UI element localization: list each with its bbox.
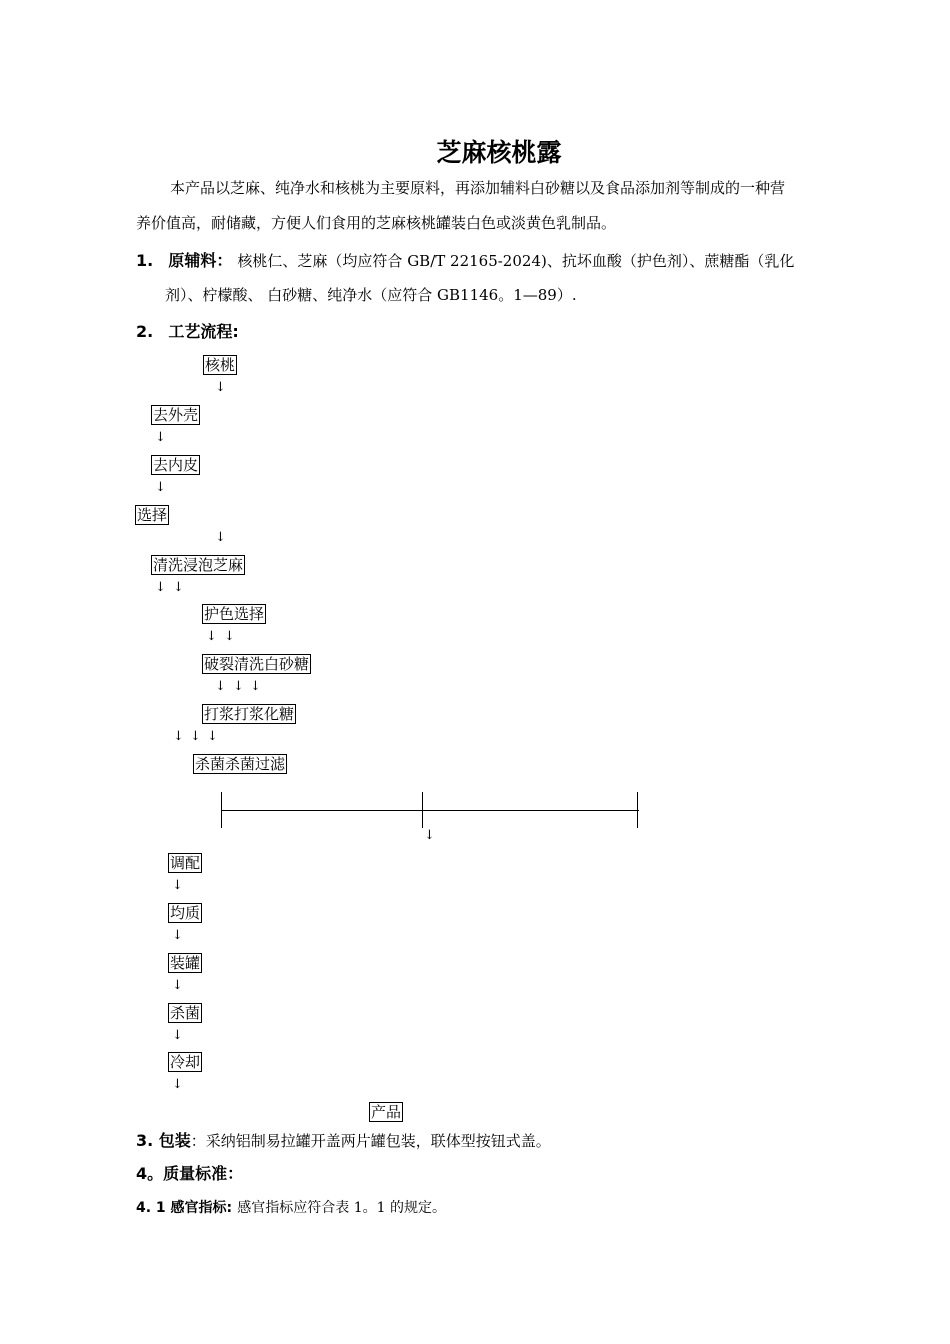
flow-step-pulp-sugar: 打浆打浆化糖 [204,705,295,723]
flow-step-select: 选择 [137,506,168,524]
section-1-label: 原辅料： [168,251,233,270]
flow-arrow: ↓ [173,580,184,595]
section-2-label: 工艺流程: [168,322,239,341]
flow-arrow: ↓ [172,878,183,893]
flow-step-homogenize: 均质 [170,904,201,922]
flow-step-sterilize: 杀菌 [170,1004,201,1022]
merge-tick-left [221,792,222,828]
flow-step-crack-sugar: 破裂清洗白砂糖 [204,655,310,673]
flow-arrow: ↓ [173,729,184,744]
flow-arrow: ↓ [215,380,226,395]
section-1-text-2: 剂）、柠檬酸、 白砂糖、纯净水（应符合 GB1146。1—89）. [165,286,577,304]
flow-step-sterile-filter: 杀菌杀菌过滤 [195,755,286,773]
flow-arrow: ↓ [190,729,201,744]
flow-arrow: ↓ [215,679,226,694]
section-4-1-text: 感官指标应符合表 1。1 的规定。 [237,1200,446,1216]
flow-arrow: ↓ [172,978,183,993]
flow-step-remove-shell: 去外壳 [153,406,199,424]
flow-arrow: ↓ [172,1077,183,1092]
flow-arrow: ↓ [172,928,183,943]
flow-step-remove-skin: 去内皮 [153,456,199,474]
flow-arrow: ↓ [155,480,166,495]
flow-step-product: 产品 [371,1103,402,1121]
section-2-number: 2. [136,322,154,341]
section-3-label: 3. 包装 [136,1131,191,1150]
section-3 [136,1128,551,1151]
section-4-1-label: 4. 1 感官指标: [136,1200,233,1216]
flow-arrow: ↓ [250,679,261,694]
flow-arrow: ↓ [215,530,226,545]
flow-step-color-select: 护色选择 [204,605,265,623]
intro-line-1: 本产品以芝麻、纯净水和核桃为主要原料，再添加辅料白砂糖以及食品添加剂等制成的一种营 [170,179,786,197]
section-1-number: 1. [136,251,154,270]
flow-step-walnut: 核桃 [205,356,236,374]
section-4-1 [136,1197,446,1218]
section-1-text-1: 核桃仁、芝麻（均应符合 GB/T 22165-2024)、抗坏血酸（护色剂）、蔗糖酯（乳化 [237,252,795,270]
flow-step-cool: 冷却 [170,1053,201,1071]
flow-step-wash-sesame: 清洗浸泡芝麻 [153,556,244,574]
section-1-line-1 [136,248,794,271]
intro-line-2: 养价值高，耐储藏，方便人们食用的芝麻核桃罐装白色或淡黄色乳制品。 [136,214,617,232]
section-4-heading: 4。质量标准： [136,1164,244,1183]
flow-arrow: ↓ [155,430,166,445]
section-3-text: ：采纳铝制易拉罐开盖两片罐包装，联体型按钮式盖。 [190,1132,551,1150]
flow-step-blend: 调配 [170,854,201,872]
section-2-heading [136,319,239,342]
merge-line [221,810,639,811]
merge-tick-middle [422,792,423,828]
flow-step-fill-can: 装罐 [170,954,201,972]
merge-tick-right [637,792,638,828]
flow-arrow: ↓ [224,629,235,644]
flow-arrow: ↓ [172,1028,183,1043]
page-title: 芝麻核桃露 [436,138,562,167]
flow-arrow: ↓ [233,679,244,694]
flow-arrow: ↓ [206,629,217,644]
flow-arrow: ↓ [424,828,435,843]
flow-arrow: ↓ [207,729,218,744]
flow-arrow: ↓ [155,580,166,595]
